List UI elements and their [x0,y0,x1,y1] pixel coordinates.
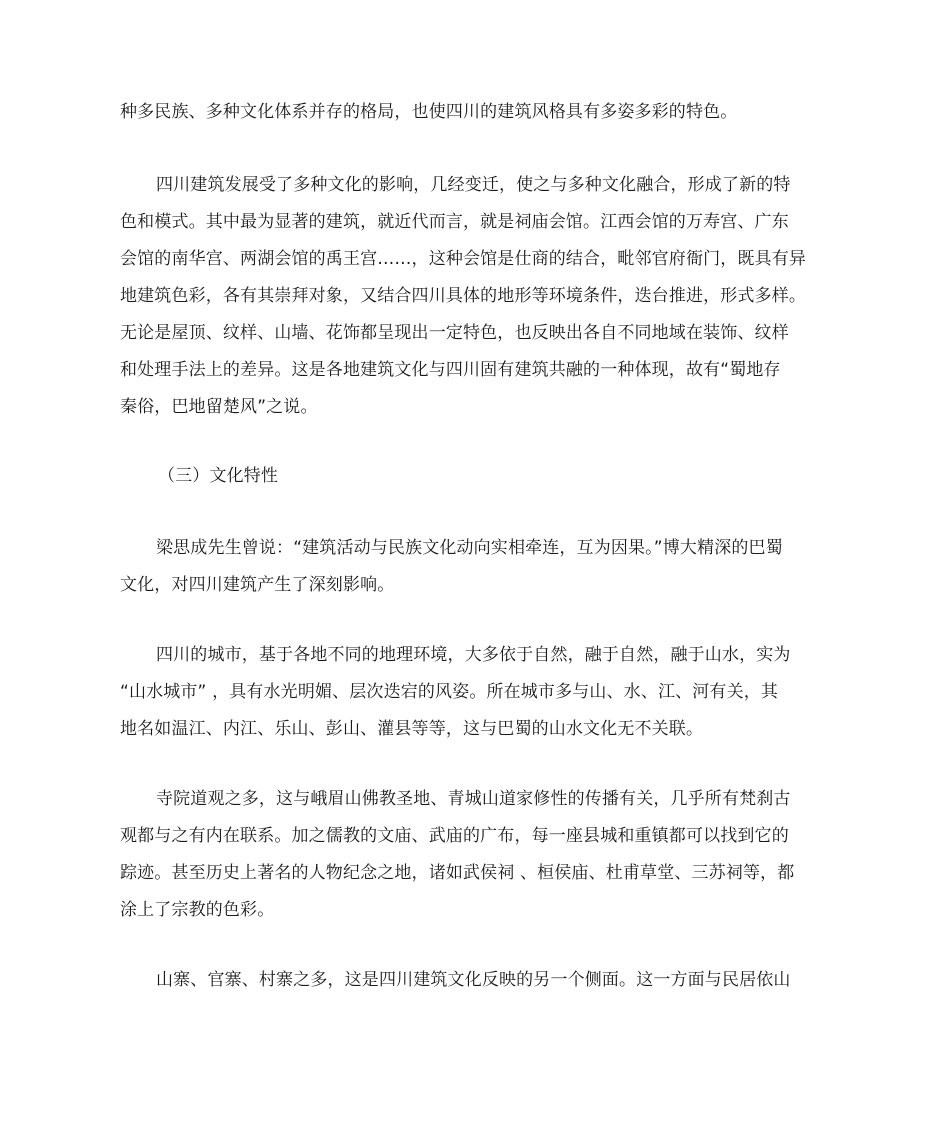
text-line: 种多民族、多种文化体系并存的格局，也使四川的建筑风格具有多姿多彩的特色。 [120,102,738,122]
paragraph-line: “山水城市” ，具有水光明媚、层次迭宕的风姿。所在城市多与山、水、江、河有关，其 [120,682,779,702]
paragraph-line: 和处理手法上的差异。这是各地建筑文化与四川固有建筑共融的一种体现，故有“蜀地存 [120,360,781,380]
paragraph-line: 山寨、官寨、村寨之多，这是四川建筑文化反映的另一个侧面。这一方面与民居依山 [156,970,791,990]
paragraph-line: 无论是屋顶、纹样、山墙、花饰都呈现出一定特色，也反映出各自不同地域在装饰、纹样 [120,323,789,343]
paragraph-line: 地名如温江、内江、乐山、彭山、灌县等等，这与巴蜀的山水文化无不关联。 [120,719,704,739]
paragraph-line: 寺院道观之多，这与峨眉山佛教圣地、青城山道家修性的传播有关，几乎所有梵刹古 [156,789,791,809]
paragraph-line: 秦俗，巴地留楚风”之说。 [120,397,318,417]
paragraph-line: 观都与之有内在联系。加之儒教的文庙、武庙的广布，每一座县城和重镇都可以找到它的 [120,826,789,846]
paragraph-line: 踪迹。甚至历史上著名的人物纪念之地，诸如武侯祠 、桓侯庙、杜甫草堂、三苏祠等，都 [120,863,795,883]
paragraph-line: 四川建筑发展受了多种文化的影响，几经变迁，使之与多种文化融合，形成了新的特 [156,175,791,195]
paragraph-line: 四川的城市，基于各地不同的地理环境，大多依于自然，融于自然，融于山水，实为 [156,645,791,665]
paragraph-line: 梁思成先生曾说：“建筑活动与民族文化动向实相牵连，互为因果。”博大精深的巴蜀 [156,538,783,558]
section-heading: （三）文化特性 [158,466,279,486]
paragraph-line: 涂上了宗教的色彩。 [120,900,275,920]
paragraph-line: 会馆的南华宫、两湖会馆的禹王宫……，这种会馆是仕商的结合，毗邻官府衙门，既具有异 [120,249,806,269]
paragraph-line: 地建筑色彩，各有其崇拜对象，又结合四川具体的地形等环境条件，迭台推进，形式多样。 [120,286,806,306]
paragraph-line: 文化，对四川建筑产生了深刻影响。 [120,575,395,595]
paragraph-line: 色和模式。其中最为显著的建筑，就近代而言，就是祠庙会馆。江西会馆的万寿宫、广东 [120,212,789,232]
